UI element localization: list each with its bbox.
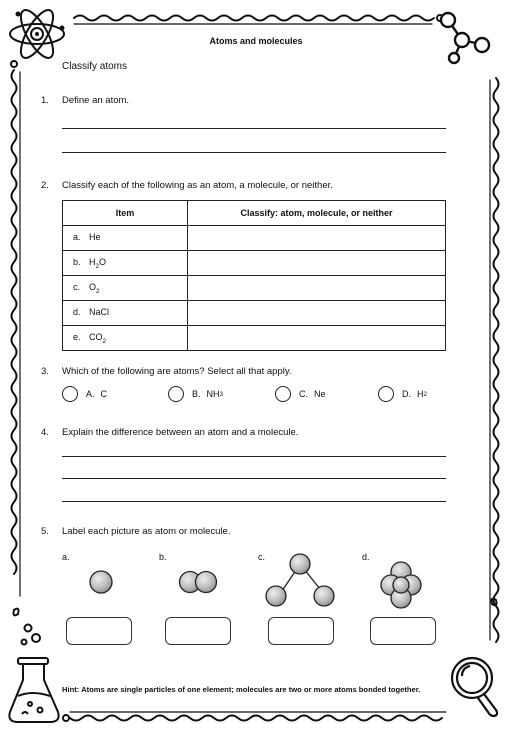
item-formula-tail: O	[99, 256, 107, 267]
q4-text: Explain the difference between an atom and a molecule.	[62, 427, 299, 438]
option-formula: Ne	[314, 389, 326, 399]
item-cell	[63, 326, 188, 351]
item-formula: NaCl	[89, 306, 110, 317]
q3-text: Which of the following are atoms? Select all that apply.	[62, 366, 292, 377]
item-letter: e.	[73, 331, 81, 342]
item-subscript: 2	[95, 262, 100, 270]
q2-text: Classify each of the following as an atom, a molecule, or neither.	[62, 180, 333, 191]
item-formula: O	[89, 281, 97, 292]
section-heading: Classify atoms	[62, 61, 128, 72]
item-formula: He	[89, 231, 101, 242]
table-row	[63, 276, 446, 301]
q2-number: 2.	[41, 180, 49, 191]
picture-label-d: d.	[362, 552, 370, 562]
option-subscript: 2	[423, 390, 428, 398]
radio-button[interactable]	[275, 386, 291, 402]
header-classify: Classify: atom, molecule, or neither	[188, 201, 446, 226]
flask-icon	[6, 622, 68, 730]
picture-a-atom	[90, 571, 112, 593]
option-b[interactable]	[168, 386, 223, 402]
option-a[interactable]	[62, 386, 107, 402]
answer-box-b[interactable]	[165, 617, 231, 645]
radio-button[interactable]	[62, 386, 78, 402]
option-letter: D.	[402, 389, 411, 399]
table-row	[63, 251, 446, 276]
q4-number: 4.	[41, 427, 49, 438]
q5-text: Label each picture as atom or molecule.	[62, 526, 231, 537]
item-cell	[63, 276, 188, 301]
picture-c-atom	[290, 554, 310, 574]
magnifier-icon	[446, 652, 502, 724]
q1-number: 1.	[41, 95, 49, 106]
option-formula: C	[100, 389, 108, 399]
page-title: Atoms and molecules	[209, 36, 303, 46]
option-formula: H	[417, 389, 424, 399]
answer-cell[interactable]	[188, 301, 446, 326]
picture-c-atom	[266, 586, 286, 606]
answer-box-d[interactable]	[370, 617, 436, 645]
item-subscript: 2	[96, 287, 100, 295]
picture-c-atom	[314, 586, 334, 606]
option-subscript: 3	[219, 390, 224, 398]
item-subscript: 2	[102, 337, 107, 345]
table-row	[63, 226, 446, 251]
option-d[interactable]	[378, 386, 427, 402]
item-letter: a.	[73, 231, 81, 242]
item-cell	[63, 301, 188, 326]
item-cell	[63, 226, 188, 251]
option-letter: B.	[192, 389, 201, 399]
atom-icon	[6, 4, 68, 64]
q5-number: 5.	[41, 526, 49, 537]
picture-label-b: b.	[159, 552, 167, 562]
hint-text: Hint: Atoms are single particles of one element; molecules are two or more atoms bonded together.	[62, 685, 421, 694]
option-formula: NH	[206, 389, 220, 399]
picture-b-atom	[196, 572, 217, 593]
q3-number: 3.	[41, 366, 49, 377]
item-letter: c.	[73, 281, 81, 292]
answer-cell[interactable]	[188, 326, 446, 351]
option-letter: C.	[299, 389, 308, 399]
answer-box-c[interactable]	[268, 617, 334, 645]
item-formula: H	[89, 256, 96, 267]
item-formula: CO	[89, 331, 103, 342]
table-row	[63, 301, 446, 326]
picture-label-c: c.	[258, 552, 266, 562]
table-header-row	[63, 201, 446, 226]
picture-label-a: a.	[62, 552, 70, 562]
picture-d-atom	[393, 577, 409, 593]
header-item: Item	[63, 201, 188, 226]
atom-pictures	[60, 548, 460, 614]
item-cell	[63, 251, 188, 276]
q1-text: Define an atom.	[62, 95, 130, 106]
q4-answer-line-3[interactable]	[62, 501, 446, 502]
item-letter: b.	[73, 256, 81, 267]
q4-answer-line-1[interactable]	[62, 456, 446, 457]
answer-cell[interactable]	[188, 276, 446, 301]
option-letter: A.	[86, 389, 95, 399]
option-c[interactable]	[275, 386, 326, 402]
answer-box-a[interactable]	[66, 617, 132, 645]
answer-cell[interactable]	[188, 226, 446, 251]
classification-table	[62, 200, 446, 351]
q1-answer-line-2[interactable]	[62, 152, 446, 153]
q4-answer-line-2[interactable]	[62, 478, 446, 479]
answer-cell[interactable]	[188, 251, 446, 276]
item-letter: d.	[73, 306, 81, 317]
radio-button[interactable]	[168, 386, 184, 402]
q1-answer-line-1[interactable]	[62, 128, 446, 129]
radio-button[interactable]	[378, 386, 394, 402]
table-row	[63, 326, 446, 351]
